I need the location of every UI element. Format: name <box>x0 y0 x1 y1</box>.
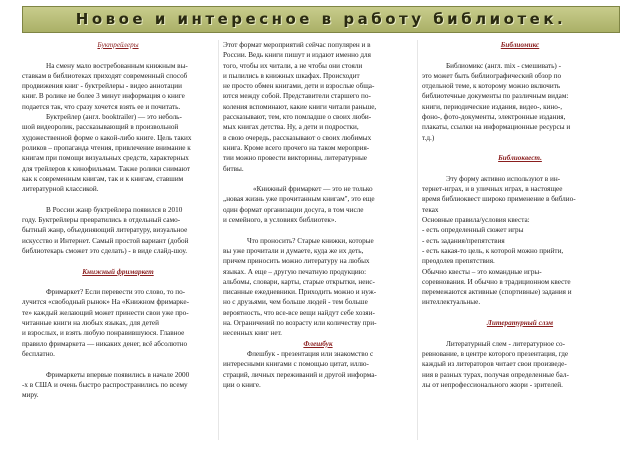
text-line: теках <box>422 205 439 214</box>
text-line: искусство и Интернет. Самый простой вариант (добой <box>22 236 189 245</box>
text-line: вы уже прочитали и думаете, куда же их деть, <box>223 246 364 255</box>
text-line: ния в разных турах, получая определенные бал- <box>422 370 569 379</box>
text-line: библиотекарь сможет это сделать) - в виде слайд-шоу. <box>22 246 188 255</box>
text-line: На смену мало востребованным книжным вы- <box>46 61 188 70</box>
text-line: году. Буктрейлеры превратились в отдельный само- <box>22 216 181 225</box>
paragraph <box>22 370 214 401</box>
paragraph <box>22 205 214 256</box>
paragraph <box>22 287 214 359</box>
text-line: страций, личных переживаний и другой информа- <box>223 370 377 379</box>
text-line: писанные ежедневники. Приходить можно и нуж- <box>223 288 377 297</box>
text-line: Фримаркет? Если перевести это слово, то по- <box>46 288 186 297</box>
text-line: как к современным книгам, так и к книгам, ставшим <box>22 174 184 183</box>
text-line: и пылились в книжных шкафах. Происходит <box>223 71 360 80</box>
text-line: правило фримаркета — никаких денег, всё абсолютно <box>22 339 188 348</box>
text-line: соревнования. И обычно в традиционном квесте <box>422 277 571 286</box>
text-line: причем приносить можно литературу на любых <box>223 257 370 266</box>
text-line: роликов – пропаганда чтения, привлечение внимание к <box>22 143 191 152</box>
text-line: это может быть библиографический обзор по <box>422 71 562 80</box>
text-line: читанные книги на любых языках, для детей <box>22 319 159 328</box>
column-left <box>22 40 214 400</box>
text-line: плакаты, ссылки на информационные ресурсы и <box>422 123 571 132</box>
text-line: библиотечные документы по различным видам: <box>422 92 569 101</box>
text-line: мых книгах детства. Ну, а дети и подростки, <box>223 123 359 132</box>
text-line: бесплатно. <box>22 349 55 358</box>
text-line: - есть определенный сюжет игры <box>422 226 524 235</box>
text-line: книг. В ролике не более 3 минут информация о книге <box>22 92 185 101</box>
text-line: того, чтобы их читали, а не чтобы они стояли <box>223 61 363 70</box>
text-line: Буктрейлер (англ. booktrailer) — это неболь- <box>46 113 182 122</box>
text-line: книгам при помощи визуальных средств, характерных <box>22 154 189 163</box>
column-middle <box>223 40 413 390</box>
paragraph <box>223 349 413 390</box>
text-line: „новая жизнь уже прочитанным книгам", это еще <box>223 195 375 204</box>
text-line: и семейного, в условиях библиотек». <box>223 216 337 225</box>
quote-paragraph <box>223 184 413 225</box>
paragraph <box>422 61 618 143</box>
section-heading-flashbook: Флешбук <box>303 339 333 348</box>
text-line: фоно-, фото-документы, электронные издания, <box>422 113 566 122</box>
text-line: интересными книгами с помощью цитат, иллю- <box>223 360 369 369</box>
paragraph <box>422 174 618 308</box>
title-banner <box>22 6 620 33</box>
text-line: время библиоквест широко применение в библио- <box>422 195 576 204</box>
text-line: - есть какая-то цель, к которой можно прийти, <box>422 246 564 255</box>
section-heading-freemarket: Книжный фримаркет <box>82 267 154 276</box>
text-line: Что проносить? Старые книжки, которые <box>247 236 374 245</box>
text-line: тернет-играх, и в уличных играх, в настоящее <box>422 185 563 194</box>
text-line: Библиомикс (англ. mix - смешивать) - <box>446 61 562 70</box>
paragraph <box>422 339 618 390</box>
text-line: коления вспоминают, какие книги читали раньше, <box>223 102 377 111</box>
text-line: отдельной теме, к которому можно включить <box>422 82 561 91</box>
text-line: рассказывают, тем, кто помладше о своих люби- <box>223 113 372 122</box>
text-line: ции о книге. <box>223 380 261 389</box>
text-line: - есть задания/препятствия <box>422 236 505 245</box>
text-line: несенных книг нет. <box>223 329 282 338</box>
text-line: России. Ведь книги пишут и издают именно для <box>223 51 371 60</box>
text-line: шой видеоролик, рассказывающий в произвольной <box>22 123 179 132</box>
text-line: те» каждый желающий может принести свои уже про- <box>22 308 189 317</box>
text-line: миру. <box>22 391 39 400</box>
page-title: Новое и интересное в работу библиотек. <box>75 10 567 28</box>
text-line: Основные правила/условия квеста: <box>422 216 530 225</box>
text-line: в свою очередь, рассказывают о своих любимых <box>223 133 372 142</box>
paragraph <box>223 40 413 174</box>
text-line: на. Ограничений по возрасту или количеству при- <box>223 319 377 328</box>
column-right <box>422 40 618 390</box>
text-line: но с друзьями, чем больше людей - тем больше <box>223 298 368 307</box>
paragraph <box>223 236 413 339</box>
text-line: лучится «свободный рынок» На «Книжном фримаркe- <box>22 298 189 307</box>
text-line: интеллектуальные. <box>422 298 481 307</box>
text-line: художественной форме о какой-либо книге. Цель таких <box>22 133 192 142</box>
text-line: бытный жанр, объединяющий литературу, визуальное <box>22 226 188 235</box>
text-line: битвы. <box>223 164 244 173</box>
text-line: один формат организации досуга, в том числе <box>223 205 364 214</box>
text-line: книги, периодические издания, видео-, кино-, <box>422 102 563 111</box>
text-line: Обычно квесты – это командные игры- <box>422 267 542 276</box>
text-line: литературной классикой. <box>22 185 99 194</box>
section-heading-booktrailers: Буктрейлеры <box>97 41 139 49</box>
text-line: ются между собой. Представители старшего по- <box>223 92 371 101</box>
text-line: Фримаркеты впервые появились в начале 2000 <box>46 370 190 379</box>
text-line: продвижения книг - буктрейлеры - видео аннотации <box>22 82 182 91</box>
text-line: Этот формат мероприятий сейчас популярен и в <box>223 41 371 49</box>
text-line: каждый из литераторов читает свои произведе- <box>422 360 567 369</box>
text-line: «Книжный фримаркет — это не только <box>253 185 373 194</box>
text-line: альбомы, словари, карты, старые открытки, неис- <box>223 277 375 286</box>
section-heading-slam: Литературный слэм <box>486 319 554 328</box>
section-heading-quest: Библиоквест. <box>498 154 542 163</box>
column-divider <box>218 40 219 440</box>
text-line: перемежаются активные (спортивные) задания и <box>422 288 572 297</box>
text-line: Флешбук - презентация или знакомство с <box>247 349 374 358</box>
text-line: книга. Кроме всего прочего на таком мероприя- <box>223 143 370 152</box>
text-line: не просто обмен книгами, дети и взрослые обща- <box>223 82 375 91</box>
column-divider <box>417 40 418 440</box>
text-line: тии можно провести викторины, литературные <box>223 154 367 163</box>
text-line: и взрослых, и взять любую понравившуюся. Главное <box>22 329 185 338</box>
text-line: преодолев препятствия. <box>422 257 495 266</box>
text-line: лы от непрофессионального жюри - зрителей. <box>422 380 563 389</box>
section-heading-bibliomix: Библиомикс <box>500 41 540 49</box>
text-line: языках. А еще – другую печатную продукцию: <box>223 267 367 276</box>
text-line: В России жанр буктрейлера появился в 2010 <box>46 205 183 214</box>
text-line: подается так, что сразу хочется взять ее и почитать. <box>22 102 181 111</box>
paragraph <box>22 61 214 195</box>
text-line: ставкам в библиотеках приходят современный способ <box>22 71 188 80</box>
text-line: ревнование, в центре которого презентация, где <box>422 349 569 358</box>
text-line: Эту форму активно используют в ин- <box>446 174 561 183</box>
text-line: -х в США и очень быстро распространились по всему <box>22 380 188 389</box>
text-line: для трейлеров к кинофильмам. Также ролики снимают <box>22 164 191 173</box>
text-line: вероятность, что все-все вещи найдут себе хозяи- <box>223 308 375 317</box>
text-line: Литературный слем - литературное со- <box>446 339 565 348</box>
text-line: т.д.) <box>422 133 435 142</box>
